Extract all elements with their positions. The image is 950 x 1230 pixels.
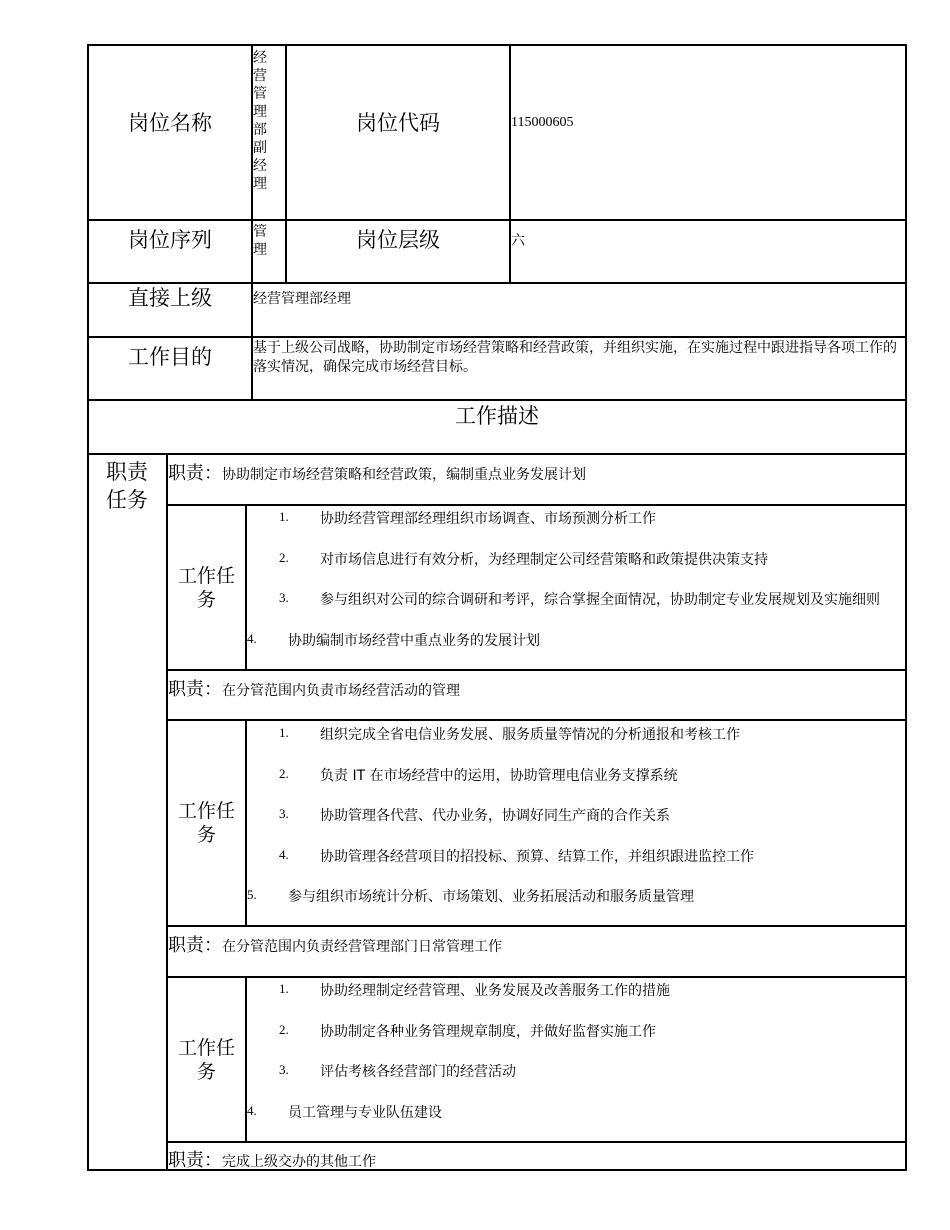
duty-text: 协助制定市场经营策略和经营政策，编制重点业务发展计划	[222, 467, 586, 483]
post-series-label: 岗位序列	[128, 228, 212, 253]
task-text: 参与组织市场统计分析、市场策划、业务拓展活动和服务质量管理	[288, 889, 694, 905]
task-text: 协助经理制定经营管理、业务发展及改善服务工作的措施	[320, 983, 670, 999]
post-level-value: 六	[511, 233, 525, 249]
duty-row	[168, 459, 586, 485]
duty-row	[168, 931, 502, 957]
task-number: 3.	[279, 1062, 289, 1077]
task-text: 协助管理各代营、代办业务，协调好同生产商的合作关系	[320, 808, 670, 824]
task-text: 评估考核各经营部门的经营活动	[320, 1064, 516, 1080]
task-label: 工作任务	[177, 1036, 235, 1083]
task-text: 协助经营管理部经理组织市场调查、市场预测分析工作	[320, 511, 656, 527]
task-number: 3.	[279, 806, 289, 821]
task-text: 协助编制市场经营中重点业务的发展计划	[288, 632, 540, 649]
task-number: 4.	[279, 846, 289, 862]
duties-label: 职责任务	[106, 460, 148, 512]
task-text: 协助管理各经营项目的招投标、预算、结算工作，并组织跟进监控工作	[320, 848, 754, 865]
duty-row	[168, 675, 460, 701]
purpose-value: 基于上级公司战略，协助制定市场经营策略和经营政策，并组织实施，在实施过程中跟进指导各项工作的落实情况，确保完成市场经营目标。	[253, 340, 897, 375]
duty-prefix: 职责：	[168, 935, 222, 956]
task-number: 2.	[279, 765, 289, 781]
task-text: 员工管理与专业队伍建设	[288, 1104, 442, 1121]
purpose-label: 工作目的	[128, 345, 212, 370]
superior-value: 经营管理部经理	[253, 291, 351, 307]
duty-text: 在分管范围内负责市场经营活动的管理	[222, 683, 460, 699]
task-number: 1.	[279, 509, 289, 524]
post-name-label: 岗位名称	[128, 110, 212, 135]
task-label: 工作任务	[177, 800, 235, 846]
duty-prefix: 职责：	[168, 1150, 222, 1171]
task-text: 组织完成全省电信业务发展、服务质量等情况的分析通报和考核工作	[320, 727, 740, 743]
task-number: 1.	[279, 981, 289, 996]
task-number: 4.	[247, 630, 257, 646]
duty-prefix: 职责：	[168, 463, 222, 484]
task-number: 3.	[279, 590, 289, 605]
duty-row	[168, 1146, 376, 1172]
duty-text: 完成上级交办的其他工作	[222, 1154, 376, 1170]
task-text: 参与组织对公司的综合调研和考评，综合掌握全面情况，协助制定专业发展规划及实施细则	[320, 592, 880, 608]
superior-label: 直接上级	[128, 286, 212, 311]
task-number: 5.	[247, 887, 257, 902]
task-text: 协助制定各种业务管理规章制度，并做好监督实施工作	[320, 1023, 656, 1040]
task-number: 2.	[279, 549, 289, 565]
post-code-label: 岗位代码	[356, 110, 440, 135]
post-level-label: 岗位层级	[356, 228, 440, 253]
task-label: 工作任务	[177, 564, 235, 611]
description-title: 工作描述	[455, 404, 539, 429]
post-code-value: 115000605	[511, 115, 574, 130]
task-text: 负责 IT 在市场经营中的运用，协助管理电信业务支撑系统	[320, 767, 678, 784]
post-series-value: 管理	[253, 224, 267, 258]
duty-prefix: 职责：	[168, 679, 222, 700]
task-number: 4.	[247, 1102, 257, 1118]
task-number: 1.	[279, 725, 289, 740]
task-text: 对市场信息进行有效分析，为经理制定公司经营策略和政策提供决策支持	[320, 551, 768, 568]
task-number: 2.	[279, 1021, 289, 1037]
duty-text: 在分管范围内负责经营管理部门日常管理工作	[222, 939, 502, 955]
post-name-value: 经营管理部副经理	[253, 50, 267, 192]
